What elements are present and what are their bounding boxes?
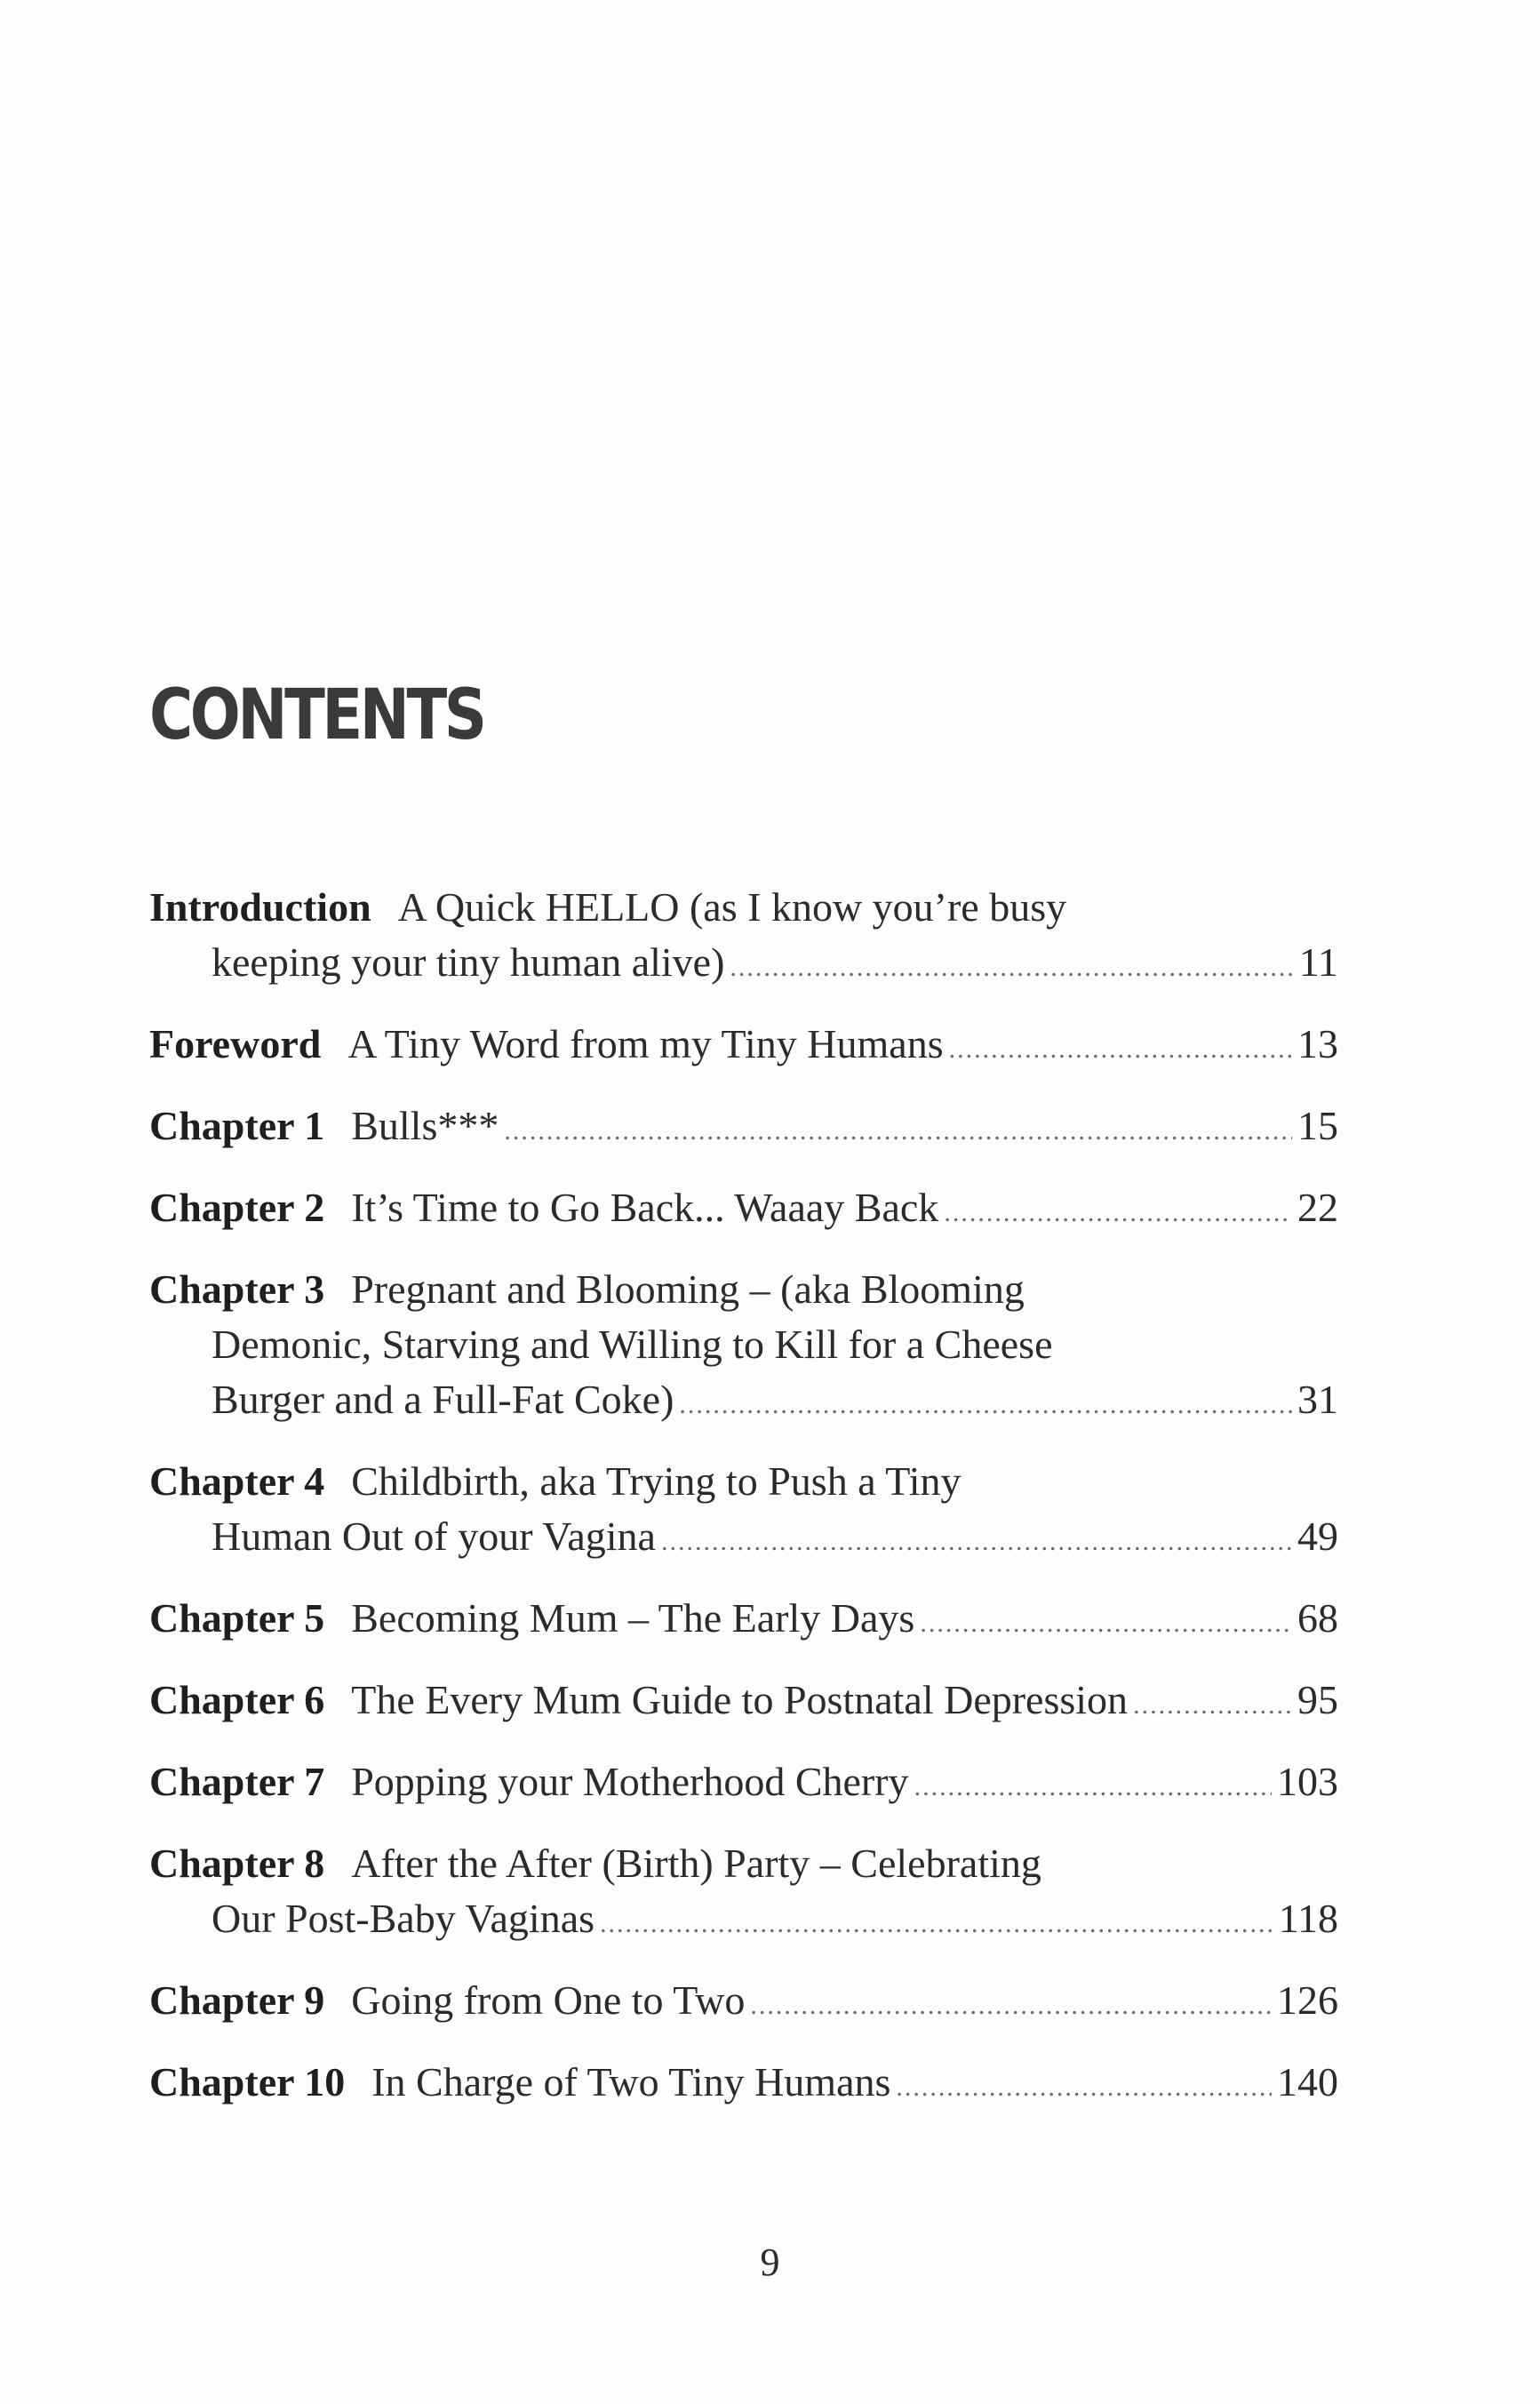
dot-leader — [896, 2060, 1272, 2115]
toc-entry-page: 68 — [1297, 1595, 1338, 1641]
toc-entry-chapter-3 — [149, 1262, 1338, 1433]
toc-entry-title: Becoming Mum – The Early Days — [351, 1595, 915, 1641]
toc-entry-title: In Charge of Two Tiny Humans — [371, 2059, 891, 2104]
toc-entry-page: 140 — [1277, 2059, 1338, 2104]
toc-entry-title: A Tiny Word from my Tiny Humans — [347, 1021, 944, 1066]
toc-entry-page: 118 — [1278, 1896, 1338, 1941]
toc-entry-label: Chapter 3 — [149, 1266, 325, 1312]
toc-entry-title: The Every Mum Guide to Postnatal Depression — [351, 1677, 1129, 1722]
toc-entry-title: Pregnant and Blooming – (aka Blooming — [351, 1266, 1025, 1312]
toc-entry-label: Introduction — [149, 884, 371, 930]
dot-leader — [1133, 1678, 1292, 1733]
contents-heading: CONTENTS — [149, 675, 484, 755]
page-number: 9 — [760, 2240, 780, 2284]
toc-entry-title: Burger and a Full-Fat Coke) — [211, 1377, 674, 1422]
dot-leader — [920, 1596, 1292, 1651]
toc-entry-chapter-8 — [149, 1836, 1338, 1952]
toc-entry-title: keeping your tiny human alive) — [211, 939, 725, 985]
toc-entry-label: Chapter 4 — [149, 1458, 325, 1504]
toc-entry-chapter-5 — [149, 1591, 1338, 1651]
toc-entry-title: Bulls*** — [351, 1103, 499, 1148]
dot-leader — [679, 1378, 1292, 1433]
toc-entry-label: Chapter 1 — [149, 1103, 325, 1148]
toc-entry-chapter-9 — [149, 1973, 1338, 2033]
toc-entry-page: 31 — [1297, 1377, 1338, 1422]
toc-entry-page: 95 — [1297, 1677, 1338, 1722]
toc-entry-page: 15 — [1297, 1103, 1338, 1148]
toc-entry-label: Chapter 10 — [149, 2059, 346, 2104]
toc-entry-chapter-1 — [149, 1098, 1338, 1159]
toc-entry-title: It’s Time to Go Back... Waaay Back — [351, 1185, 939, 1230]
toc-entry-page: 11 — [1298, 939, 1338, 985]
toc-entry-title: Demonic, Starving and Willing to Kill for a Cheese — [211, 1322, 1053, 1367]
dot-leader — [600, 1897, 1273, 1952]
toc-entry-label: Chapter 2 — [149, 1185, 325, 1230]
toc-entry-title: Childbirth, aka Trying to Push a Tiny — [351, 1458, 962, 1504]
toc-entry-introduction — [149, 880, 1338, 995]
dot-leader — [949, 1022, 1292, 1077]
toc-entry-label: Chapter 9 — [149, 1977, 325, 2023]
dot-leader — [750, 1978, 1272, 2033]
toc-entry-chapter-6 — [149, 1673, 1338, 1733]
dot-leader — [504, 1104, 1292, 1159]
toc-entry-chapter-4 — [149, 1454, 1338, 1569]
toc-entry-chapter-7 — [149, 1754, 1338, 1815]
toc-entry-label: Foreword — [149, 1021, 322, 1066]
toc-entry-title: A Quick HELLO (as I know you’re busy — [397, 884, 1067, 930]
toc-entry-title: Our Post-Baby Vaginas — [211, 1896, 595, 1941]
toc-entry-page: 126 — [1277, 1977, 1338, 2023]
toc-entry-label: Chapter 5 — [149, 1595, 325, 1641]
toc-entry-title: Human Out of your Vagina — [211, 1513, 656, 1559]
toc-entry-title: Going from One to Two — [351, 1977, 746, 2023]
toc-entry-page: 49 — [1297, 1513, 1338, 1559]
toc-entry-title: After the After (Birth) Party – Celebrating — [351, 1841, 1041, 1886]
toc-entry-label: Chapter 6 — [149, 1677, 325, 1722]
toc-entry-page: 13 — [1297, 1021, 1338, 1066]
toc-entry-label: Chapter 8 — [149, 1841, 325, 1886]
toc-entry-label: Chapter 7 — [149, 1759, 325, 1804]
toc-entry-page: 22 — [1297, 1185, 1338, 1230]
toc-entry-foreword — [149, 1017, 1338, 1077]
toc-entry-page: 103 — [1277, 1759, 1338, 1804]
dot-leader — [661, 1514, 1292, 1569]
dot-leader — [730, 940, 1293, 995]
toc-entry-chapter-10 — [149, 2055, 1338, 2115]
dot-leader — [944, 1186, 1292, 1241]
dot-leader — [914, 1760, 1272, 1815]
toc-entry-chapter-2 — [149, 1180, 1338, 1241]
table-of-contents — [149, 880, 1338, 2136]
toc-entry-title: Popping your Motherhood Cherry — [351, 1759, 909, 1804]
